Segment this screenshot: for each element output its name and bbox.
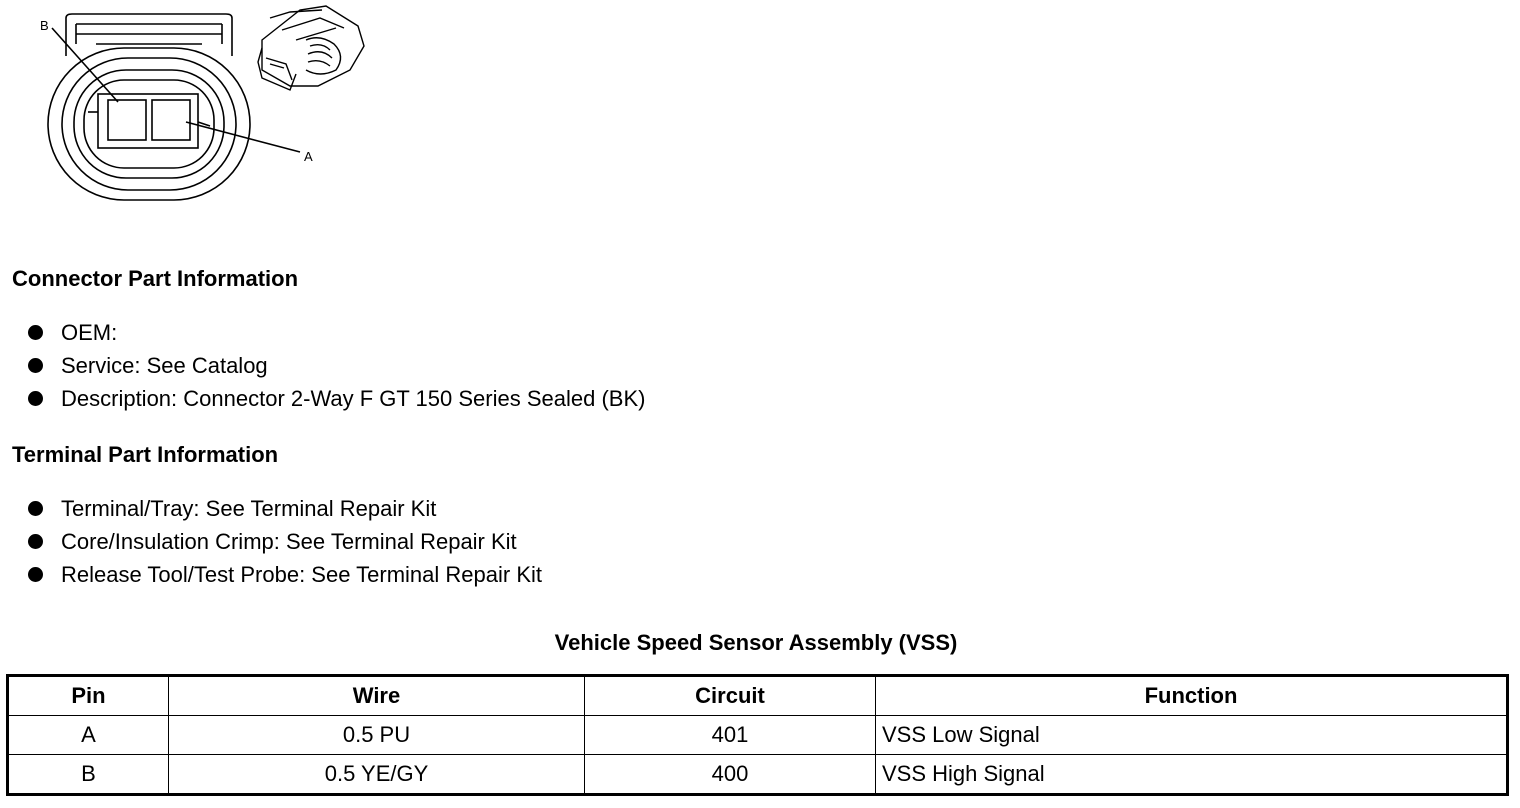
connector-info-list	[28, 316, 645, 415]
connector-isometric-view	[258, 6, 364, 90]
header-function: Function	[876, 676, 1508, 716]
connector-body	[48, 48, 250, 200]
cell-wire: 0.5 YE/GY	[169, 755, 585, 795]
pin-table	[6, 674, 1509, 796]
header-circuit: Circuit	[585, 676, 876, 716]
list-item: Terminal/Tray: See Terminal Repair Kit	[28, 492, 542, 525]
table-row	[8, 716, 1508, 755]
connector-info-title: Connector Part Information	[12, 266, 299, 291]
header-wire: Wire	[169, 676, 585, 716]
terminal-cavities	[88, 94, 210, 148]
cell-circuit: 401	[585, 716, 876, 755]
cell-function: VSS Low Signal	[876, 716, 1508, 755]
cell-pin: B	[8, 755, 169, 795]
list-item: OEM:	[28, 316, 645, 349]
header-pin: Pin	[8, 676, 169, 716]
cell-circuit: 400	[585, 755, 876, 795]
connector-diagram	[0, 0, 380, 210]
cell-pin: A	[8, 716, 169, 755]
pin-a-label: A	[304, 149, 313, 164]
terminal-info-title: Terminal Part Information	[12, 442, 279, 467]
list-item: Release Tool/Test Probe: See Terminal Repair Kit	[28, 558, 542, 591]
list-item: Service: See Catalog	[28, 349, 645, 382]
table-caption: Vehicle Speed Sensor Assembly (VSS)	[554, 630, 958, 655]
pin-b-label: B	[40, 18, 49, 33]
list-item: Core/Insulation Crimp: See Terminal Repair Kit	[28, 525, 542, 558]
table-row	[8, 755, 1508, 795]
cell-wire: 0.5 PU	[169, 716, 585, 755]
terminal-info-list	[28, 492, 542, 591]
cell-function: VSS High Signal	[876, 755, 1508, 795]
table-header-row	[8, 676, 1508, 716]
pin-a-leader	[186, 122, 300, 152]
connector-latch	[66, 14, 232, 56]
list-item: Description: Connector 2-Way F GT 150 Series Sealed (BK)	[28, 382, 645, 415]
